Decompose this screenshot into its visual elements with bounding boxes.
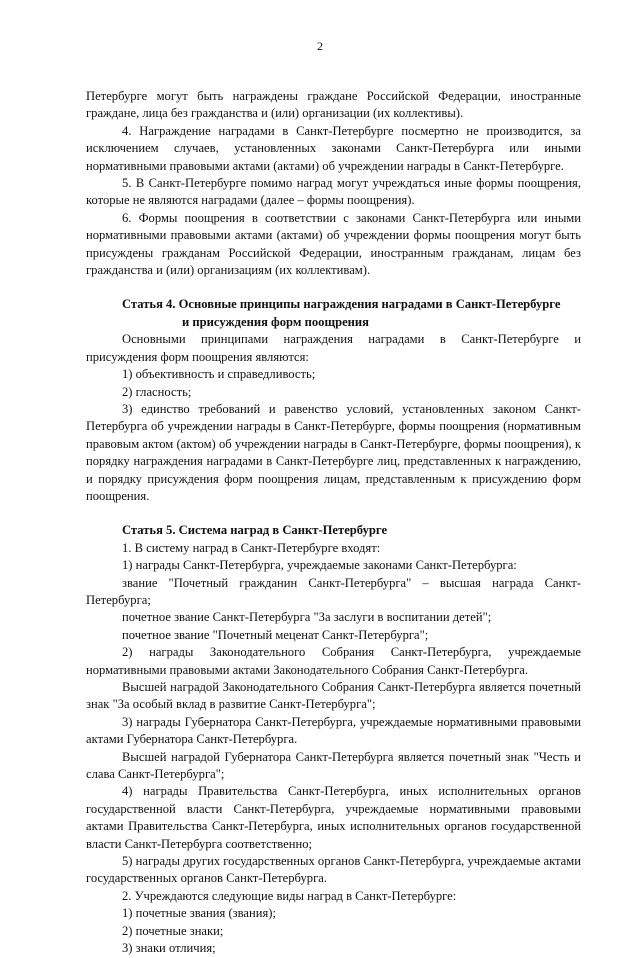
list-item: 1) объективность и справедливость; [122, 367, 316, 382]
paragraph: 1. В систему наград в Санкт-Петербурге входят: [122, 540, 381, 555]
paragraph: Высшей наградой Губернатора Санкт-Петербурга является почетный знак "Честь и слава Санкт-Петербурга"; [86, 749, 581, 782]
spacer [86, 279, 581, 296]
list-item: 3) единство требований и равенство условий, установленных законом Санкт-Петербурга об учреждении награды в Санкт-Петербурге, формы поощрения (нормативным правовым актом (актом) об учреждении награды в Санкт-Петербурге, формы поощрения), к порядку награждения наградами в Санкт-Петербурге лиц, представленных к награждению, и порядку присуждения форм поощрения лицам, представленным к присуждению форм поощрения. [86, 401, 581, 503]
paragraph: 6. Формы поощрения в соответствии с законами Санкт-Петербурга или иными нормативными правовыми актами (актами) об учреждении формы поощрения могут быть присуждены гражданам Российской Федерации, иностранным гражданам, лицам без гражданства и (или) организациям (их коллективам). [86, 210, 581, 278]
paragraph: Высшей наградой Законодательного Собрания Санкт-Петербурга является почетный знак "За особый вклад в развитие Санкт-Петербурга"; [86, 680, 581, 712]
paragraph: Основными принципами награждения наградами в Санкт-Петербурге и присуждения форм поощрения являются: [86, 332, 581, 364]
page-number: 2 [317, 39, 323, 53]
list-item: 3) награды Губернатора Санкт-Петербурга, учреждаемые нормативными правовыми актами Губернатора Санкт-Петербурга. [86, 714, 581, 747]
list-item: почетное звание Санкт-Петербурга "За заслуги в воспитании детей"; [122, 610, 492, 625]
list-item: почетное звание "Почетный меценат Санкт-Петербурга"; [122, 627, 429, 642]
paragraph: 5. В Санкт-Петербурге помимо наград могут учреждаться иные формы поощрения, которые не являются наградами (далее – формы поощрения). [86, 176, 581, 208]
list-item: 2) награды Законодательного Собрания Санкт-Петербурга, учреждаемые нормативными правовыми актами Законодательного Собрания Санкт-Петербурга. [86, 645, 581, 677]
list-item: 2) почетные знаки; [122, 923, 224, 938]
document-body [86, 88, 581, 958]
list-item: 3) знаки отличия; [122, 941, 216, 956]
list-item: 5) награды других государственных органов Санкт-Петербурга, учреждаемые актами государственных органов Санкт-Петербурга. [86, 854, 581, 886]
paragraph: 4. Награждение наградами в Санкт-Петербурге посмертно не производится, за исключением случаев, установленных законами Санкт-Петербурга или иными нормативными правовыми актами (актами) об учреждении награды в Санкт-Петербурге. [86, 123, 581, 173]
list-item: звание "Почетный гражданин Санкт-Петербурга" – высшая награда Санкт-Петербурга; [86, 575, 581, 607]
paragraph: Петербурге могут быть награждены граждане Российской Федерации, иностранные граждане, лица без гражданства и (или) организации (их коллективы). [86, 89, 581, 121]
article-4-heading-cont: и присуждения форм поощрения [182, 314, 369, 329]
article-5-heading: Статья 5. Система наград в Санкт-Петербурге [122, 523, 388, 538]
list-item: 1) награды Санкт-Петербурга, учреждаемые законами Санкт-Петербурга: [122, 558, 517, 573]
list-item: 1) почетные звания (звания); [122, 906, 276, 921]
article-4-heading: Статья 4. Основные принципы награждения наградами в Санкт-Петербурге [122, 297, 561, 312]
spacer [86, 505, 581, 522]
list-item: 4) награды Правительства Санкт-Петербурга, иных исполнительных органов государственной власти Санкт-Петербурга, учреждаемые нормативными правовыми актами Правительства Санкт-Петербурга, иных исполнительных органов государственной власти Санкт-Петербурга соответственно; [86, 784, 581, 851]
paragraph: 2. Учреждаются следующие виды наград в Санкт-Петербурге: [122, 888, 457, 903]
list-item: 2) гласность; [122, 384, 192, 399]
